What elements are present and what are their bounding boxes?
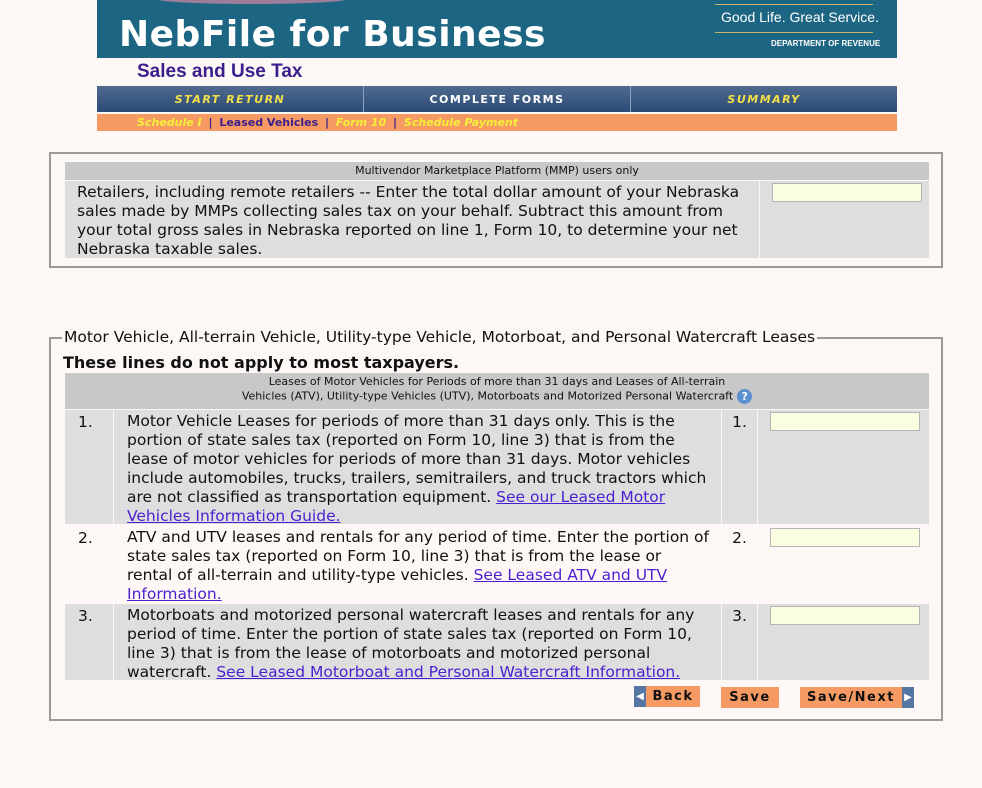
row-line-number: 3.: [722, 604, 757, 680]
mmp-header: Multivendor Marketplace Platform (MMP) users only: [65, 162, 929, 180]
tab-start-return[interactable]: START RETURN: [97, 86, 364, 112]
nebfile-banner: [97, 0, 897, 58]
row-text: Motorboats and motorized personal watercraft leases and rentals for any period of time. Enter the portion of state sales tax (reported on Form 10, line 3) that is from the lease of motorboats and motorized personal watercraft.: [127, 606, 695, 681]
save-button[interactable]: Save: [721, 687, 779, 708]
row-line-number: 1.: [722, 410, 757, 524]
row-number: 3.: [65, 604, 113, 680]
mmp-input-cell: [760, 181, 929, 258]
sub-nav: [97, 114, 897, 131]
subnav-separator: |: [393, 116, 398, 129]
lease-row-1: [65, 410, 929, 524]
row-input-cell: [758, 604, 929, 680]
leases-notice: These lines do not apply to most taxpayers.: [63, 353, 460, 372]
row-description: [114, 410, 721, 524]
leases-header: [65, 373, 929, 409]
mmp-description: Retailers, including remote retailers -- Enter the total dollar amount of your Nebraska sales made by MMPs collecting sales tax on your behalf. Subtract this amount from your total gross sales in Nebraska reported on line 1, Form 10, to determine your net Nebraska taxable sales.: [65, 181, 759, 258]
motorboat-lease-input[interactable]: [770, 606, 920, 625]
leases-header-line2: Vehicles (ATV), Utility-type Vehicles (UTV), Motorboats and Motorized Personal Watercraft: [241, 389, 734, 403]
state-slogan: Good Life. Great Service.: [721, 9, 879, 25]
leased-motor-vehicles-link[interactable]: See our Leased Motor Vehicles Information Guide.: [127, 488, 666, 525]
motor-vehicle-lease-input[interactable]: [770, 412, 920, 431]
row-input-cell: [758, 526, 929, 602]
row-description: [114, 604, 721, 680]
leases-header-line2-wrap: [65, 389, 929, 404]
banner-glow: [157, 0, 347, 4]
row-number: 2.: [65, 526, 113, 602]
row-text: Motor Vehicle Leases for periods of more than 31 days only. This is the portion of state sales tax (reported on Form 10, line 3) that is from the lease of motor vehicles for periods of more than 31 days. Motor vehicles include automobiles, trucks, trailers, semitrailers, and truck tractors which are not classified as transportation equipment.: [127, 412, 707, 506]
mmp-amount-input[interactable]: [772, 183, 922, 202]
subnav-form-10[interactable]: Form 10: [335, 116, 387, 129]
leased-atv-utv-link[interactable]: See Leased ATV and UTV Information.: [127, 566, 668, 603]
back-button[interactable]: Back: [646, 686, 700, 707]
page-subtitle: Sales and Use Tax: [137, 61, 303, 82]
back-arrow-icon[interactable]: ◀: [634, 686, 646, 707]
save-next-button[interactable]: Save/Next: [800, 687, 902, 708]
leased-motorboat-link[interactable]: See Leased Motorboat and Personal Watercraft Information.: [216, 663, 681, 681]
atv-utv-lease-input[interactable]: [770, 528, 920, 547]
row-line-number: 2.: [722, 526, 757, 602]
subnav-leased-vehicles[interactable]: Leased Vehicles: [219, 116, 319, 129]
logo-divider-top: [715, 4, 873, 5]
subnav-separator: |: [325, 116, 330, 129]
leases-header-line1: Leases of Motor Vehicles for Periods of more than 31 days and Leases of All-terrain: [268, 375, 726, 388]
tab-complete-forms[interactable]: COMPLETE FORMS: [364, 86, 631, 112]
next-arrow-icon[interactable]: ▶: [902, 687, 914, 708]
leases-legend: Motor Vehicle, All-terrain Vehicle, Utility-type Vehicle, Motorboat, and Personal Watercraft Leases: [64, 328, 816, 346]
department-name: DEPARTMENT OF REVENUE: [771, 39, 881, 48]
help-icon[interactable]: ?: [737, 389, 752, 404]
page-header: [97, 0, 897, 131]
row-text: ATV and UTV leases and rentals for any period of time. Enter the portion of state sales tax (reported on Form 10, line 3) that is from the lease or rental of all-terrain and utility-type vehicles.: [127, 528, 709, 584]
row-number: 1.: [65, 410, 113, 524]
lease-row-2: [65, 526, 929, 602]
row-input-cell: [758, 410, 929, 524]
subnav-schedule-payment[interactable]: Schedule Payment: [403, 116, 519, 129]
mmp-section: [49, 152, 943, 268]
subnav-schedule-i[interactable]: Schedule I: [137, 116, 202, 129]
row-description: [114, 526, 721, 602]
logo-divider-bottom: [715, 32, 873, 33]
app-title: NebFile for Business: [119, 14, 546, 55]
main-nav: [97, 86, 897, 112]
tab-summary[interactable]: SUMMARY: [727, 92, 801, 106]
lease-row-3: [65, 604, 929, 680]
subnav-separator: |: [208, 116, 213, 129]
